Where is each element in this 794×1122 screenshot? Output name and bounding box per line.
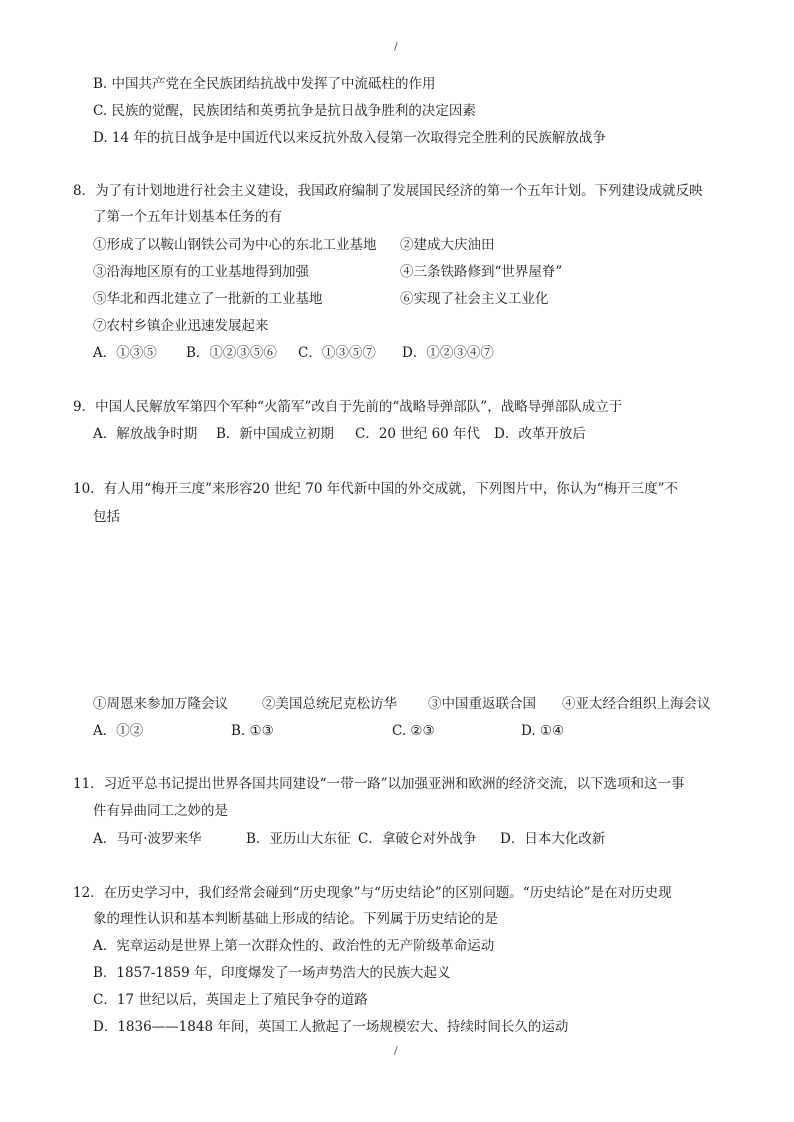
q7-option-d: D. 14 年的抗日战争是中国近代以来反抗外敌入侵第一次取得完全胜利的民族解放战争: [93, 130, 606, 146]
q8-item-4: ④三条铁路修到“世界屋脊”: [400, 264, 563, 280]
q8-option-d: D．①②③④⑦: [402, 345, 494, 361]
q9-option-d: D．改革开放后: [494, 426, 586, 442]
q10-stem-line1: 10．有人用“梅开三度”来形容20 世纪 70 年代新中国的外交成就，下列图片中，你认为“梅开三度”不: [73, 481, 679, 497]
q8-stem-line1: 8．为了有计划地进行社会主义建设，我国政府编制了发展国民经济的第一个五年计划。下列建设成就反映: [73, 183, 703, 199]
q8-item-3: ③沿海地区原有的工业基地得到加强: [93, 264, 309, 280]
q8-option-a: A．①③⑤: [93, 345, 157, 361]
q10-caption-1: ①周恩来参加万隆会议: [93, 696, 228, 712]
q12-option-a: A．宪章运动是世界上第一次群众性的、政治性的无产阶级革命运动: [93, 938, 495, 954]
q8-item-2: ②建成大庆油田: [400, 237, 495, 253]
q7-option-c: C. 民族的觉醒，民族团结和英勇抗争是抗日战争胜利的决定因素: [93, 103, 476, 119]
q8-item-5: ⑤华北和西北建立了一批新的工业基地: [93, 291, 323, 307]
q10-option-d: D. ①④: [521, 723, 565, 739]
q12-option-d: D．1836——1848 年间，英国工人掀起了一场规模宏大、持续时间长久的运动: [93, 1019, 569, 1035]
q8-item-1: ①形成了以鞍山钢铁公司为中心的东北工业基地: [93, 237, 377, 253]
q9-option-c: C．20 世纪 60 年代: [355, 426, 481, 442]
q8-option-c: C．①③⑤⑦: [298, 345, 376, 361]
q11-stem-line2: 件有异曲同工之妙的是: [93, 803, 228, 819]
q7-option-b: B. 中国共产党在全民族团结抗战中发挥了中流砥柱的作用: [93, 76, 436, 92]
q9-option-a: A．解放战争时期: [93, 426, 198, 442]
q8-item-6: ⑥实现了社会主义工业化: [400, 291, 549, 307]
q12-option-c: C．17 世纪以后，英国走上了殖民争夺的道路: [93, 992, 368, 1008]
q9-option-b: B．新中国成立初期: [216, 426, 334, 442]
q10-option-a: A．①②: [93, 723, 144, 739]
q12-stem-line2: 象的理性认识和基本判断基础上形成的结论。下列属于历史结论的是: [93, 911, 498, 927]
q10-option-c: C. ②③: [392, 723, 435, 739]
q9-stem: 9．中国人民解放军第四个军种“火箭军”改自于先前的“战略导弹部队”，战略导弹部队成立于: [73, 399, 623, 415]
q11-stem-line1: 11．习近平总书记提出世界各国共同建设“一带一路”以加强亚洲和欧洲的经济交流，以下选项和这一事: [73, 776, 685, 792]
q11-option-c: C．拿破仑对外战争: [358, 831, 477, 847]
q10-caption-2: ②美国总统尼克松访华: [262, 696, 397, 712]
q11-option-b: B．亚历山大东征: [246, 831, 351, 847]
q10-caption-4: ④亚太经合组织上海会议: [562, 696, 711, 712]
q11-option-d: D．日本大化改新: [500, 831, 606, 847]
page-mark-bottom: /: [394, 1044, 398, 1057]
q10-stem-line2: 包括: [93, 509, 120, 525]
q12-stem-line1: 12．在历史学习中，我们经常会碰到“历史现象”与“历史结论”的区别问题。“历史结论”是在对历史现: [73, 885, 672, 901]
q12-option-b: B．1857-1859 年，印度爆发了一场声势浩大的民族大起义: [93, 965, 451, 981]
q10-caption-3: ③中国重返联合国: [428, 696, 536, 712]
q8-option-b: B．①②③⑤⑥: [186, 345, 277, 361]
q11-option-a: A．马可·波罗来华: [93, 831, 202, 847]
q8-item-7: ⑦农村乡镇企业迅速发展起来: [93, 318, 269, 334]
q8-stem-line2: 了第一个五年计划基本任务的有: [93, 209, 282, 225]
page-mark-top: /: [394, 40, 398, 53]
q10-option-b: B. ①③: [231, 723, 274, 739]
